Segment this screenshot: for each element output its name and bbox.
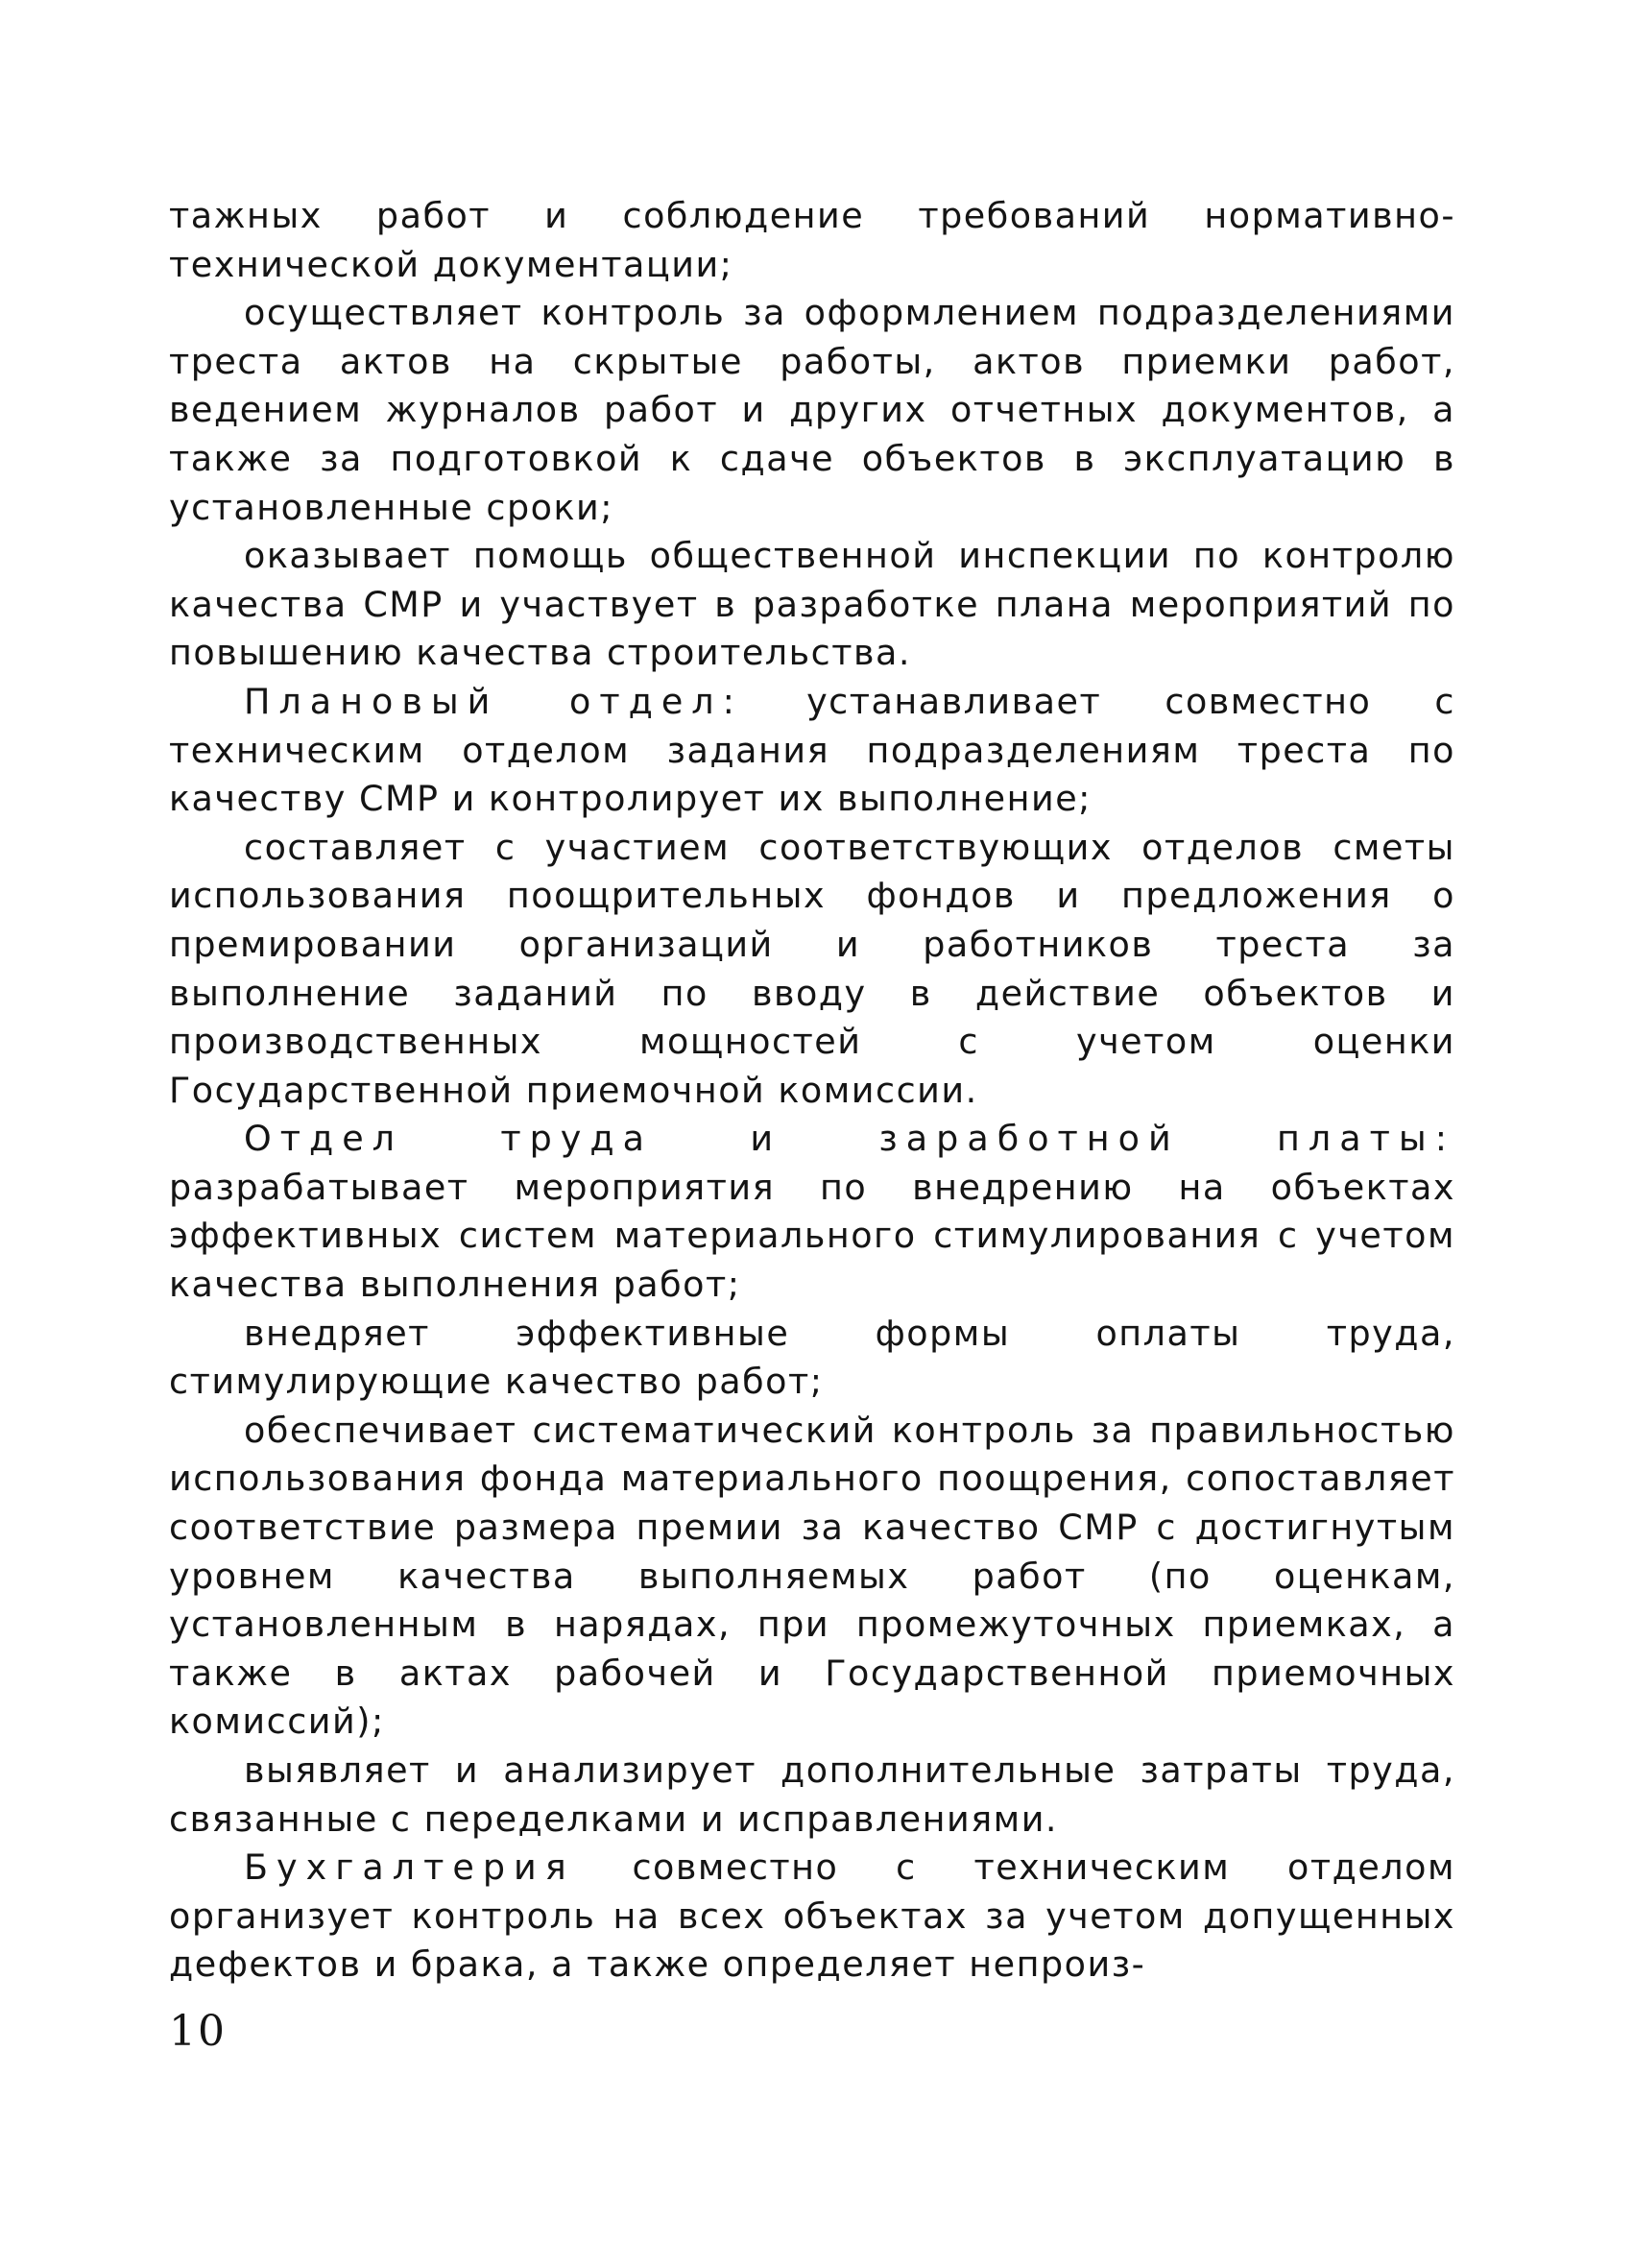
paragraph-text: разрабатывает мероприятия по внедрению на объектах эффективных систем материального стимулирования с учетом качества выполнения работ; xyxy=(169,1166,1455,1306)
paragraph-6 xyxy=(169,1115,1455,1309)
paragraph-text: внедряет эффективные формы оплаты труда, стимулирующие качество работ; xyxy=(169,1312,1455,1403)
paragraph-text: выявляет и анализирует дополнительные затраты труда, связанные с переделками и исправлениями. xyxy=(169,1749,1455,1840)
section-heading-planning: Плановый отдел: xyxy=(244,680,743,722)
paragraph-text: совместно с техническим отделом организует контроль на всех объектах за учетом допущенных дефектов и брака, а также определяет непроиз- xyxy=(169,1846,1455,1986)
paragraph-8 xyxy=(169,1407,1455,1747)
paragraph-7 xyxy=(169,1310,1455,1407)
paragraph-text: составляет с участием соответствующих отделов сметы использования поощрительных фондов и предложения о премировании организаций и работников треста за выполнение заданий по вводу в действие объектов и производственных мощностей с учетом оценки Государственной приемочной комиссии. xyxy=(169,826,1455,1111)
page-number: 10 xyxy=(169,2007,227,2056)
section-heading-labor: Отдел труда и заработной платы: xyxy=(244,1118,1455,1160)
section-heading-accounting: Бухгалтерия xyxy=(244,1846,575,1889)
paragraph-5 xyxy=(169,824,1455,1116)
paragraph-2 xyxy=(169,289,1455,532)
paragraph-3 xyxy=(169,532,1455,678)
paragraph-text: обеспечивает систематический контроль за правильностью использования фонда материального поощрения, сопоставляет соответствие размера премии за качество СМР с достигнутым уровнем качества выполняемых работ (по оценкам, установленным в нарядах, при промежуточных приемках, а также в актах рабочей и Государственной приемочных комиссий); xyxy=(169,1409,1455,1743)
paragraph-text: оказывает помощь общественной инспекции по контролю качества СМР и участвует в разработке плана мероприятий по повышению качества строительства. xyxy=(169,535,1455,674)
paragraph-1 xyxy=(169,192,1455,289)
paragraph-text: устанавливает совместно с техническим отделом задания подразделениям треста по качеству СМР и контролирует их выполнение; xyxy=(169,680,1455,820)
paragraph-10 xyxy=(169,1844,1455,1990)
paragraph-4 xyxy=(169,678,1455,824)
paragraph-text: осуществляет контроль за оформлением подразделениями треста актов на скрытые работы, актов приемки работ, ведением журналов работ и других отчетных документов, а также за подготовкой к сдаче объектов в эксплуатацию в установленные сроки; xyxy=(169,292,1455,528)
paragraph-9 xyxy=(169,1747,1455,1844)
paragraph-text: тажных работ и соблюдение требований нормативно-технической документации; xyxy=(169,195,1455,285)
body-text xyxy=(169,192,1455,1990)
